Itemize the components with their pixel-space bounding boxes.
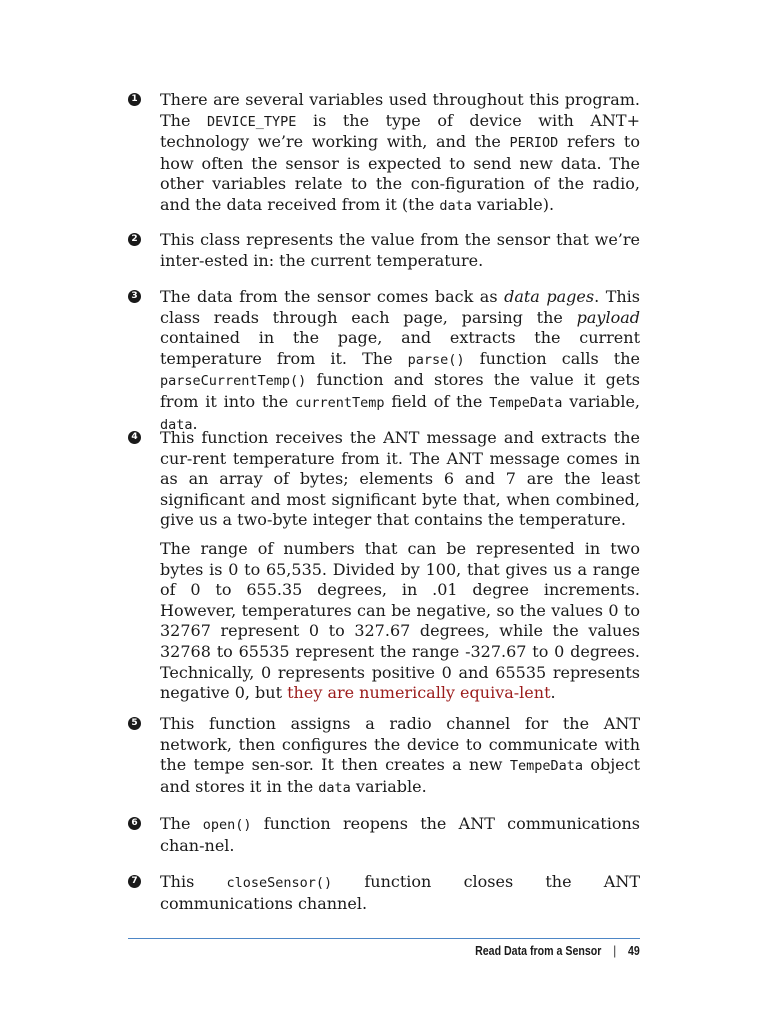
text-run: The bbox=[160, 814, 203, 833]
text-run: function and stores the value it gets from it into the bbox=[160, 370, 640, 411]
callout-paragraph bbox=[160, 814, 640, 856]
callout-6 bbox=[128, 814, 640, 856]
text-run: This function receives the ANT message and extracts the cur-rent temperature from it. The ANT message comes in as an array of bytes; elements 6 and 7 are the least significant and most significant byte that, when combined, give us a two-byte integer that contains the temperature. bbox=[160, 428, 640, 530]
inline-code: data bbox=[439, 197, 472, 214]
inline-code: DEVICE_TYPE bbox=[207, 113, 297, 130]
emphasis-text: payload bbox=[576, 307, 640, 327]
text-run: This class represents the value from the sensor that we’re inter-ested in: the current temperature. bbox=[160, 230, 640, 270]
callout-4 bbox=[128, 428, 640, 704]
text-run: is the type of device with ANT+ technology we’re working with, and the bbox=[160, 110, 641, 152]
callout-2 bbox=[128, 230, 640, 271]
callout-1 bbox=[128, 90, 640, 217]
text-run: variable. bbox=[350, 776, 427, 796]
inline-code: TempeData bbox=[489, 394, 563, 411]
callout-number-badge: 4 bbox=[128, 431, 141, 444]
text-run: There are several variables used throughout this program. The bbox=[160, 90, 640, 130]
callout-text bbox=[160, 230, 640, 271]
text-run: object and stores it in the bbox=[160, 755, 641, 796]
callout-number-badge: 5 bbox=[128, 717, 141, 730]
callout-7 bbox=[128, 872, 640, 914]
callout-number-badge: 6 bbox=[128, 817, 141, 830]
inline-code: open() bbox=[202, 817, 252, 833]
callout-paragraph bbox=[160, 539, 640, 704]
text-run: . bbox=[192, 413, 198, 433]
callout-text bbox=[160, 714, 640, 798]
text-run: variable, bbox=[562, 391, 641, 411]
callout-text bbox=[160, 428, 640, 704]
text-run: This bbox=[160, 872, 227, 891]
text-run: The range of numbers that can be represented in two bytes is 0 to 65,535. Divided by 100, that gives us a range of 0 to 655.35 degrees, in .01 degree increments. However, temperatures can be negative, so the values 0 to 32767 represent 0 to 327.67 degrees, while the values 32768 to 65535 represent the range -327.67 to 0 degrees. Technically, 0 represents positive 0 and 65535 represents negative 0, but bbox=[160, 538, 640, 703]
inline-code: data bbox=[318, 779, 351, 796]
text-run: function calls the bbox=[464, 348, 640, 368]
text-run: This function assigns a radio channel for the ANT network, then configures the device to communicate with the tempe sen-sor. It then creates a new bbox=[160, 714, 640, 775]
inline-code: data bbox=[160, 416, 193, 433]
callout-text bbox=[160, 814, 640, 856]
callout-number-badge: 1 bbox=[128, 93, 141, 106]
inline-code: PERIOD bbox=[509, 135, 559, 152]
callout-paragraph bbox=[160, 714, 640, 798]
text-run: The data from the sensor comes back as bbox=[160, 287, 505, 306]
text-run: . This class reads through each page, parsing the bbox=[160, 287, 640, 327]
inline-code: currentTemp bbox=[295, 394, 385, 411]
callout-paragraph bbox=[160, 287, 640, 435]
page-number: 49 bbox=[628, 944, 640, 958]
callout-paragraph bbox=[160, 872, 640, 914]
text-run: . bbox=[550, 683, 556, 703]
text-run: contained in the page, and extracts the current temperature from it. The bbox=[160, 328, 640, 368]
callout-number-badge: 3 bbox=[128, 290, 141, 303]
callout-text bbox=[160, 90, 640, 217]
callout-5 bbox=[128, 714, 640, 798]
page-footer bbox=[475, 942, 640, 960]
callout-text bbox=[160, 872, 640, 914]
text-run: function reopens the ANT communications chan-nel. bbox=[160, 814, 641, 855]
inline-code: closeSensor() bbox=[226, 875, 333, 891]
callout-text bbox=[160, 287, 640, 435]
callout-paragraph bbox=[160, 90, 640, 217]
footer-separator: | bbox=[613, 944, 617, 958]
callout-number-badge: 2 bbox=[128, 233, 141, 246]
footer-section-title: Read Data from a Sensor bbox=[475, 944, 602, 958]
cross-reference-link[interactable]: they are numerically equiva-lent bbox=[287, 683, 551, 703]
text-run: variable). bbox=[471, 194, 555, 214]
inline-code: parseCurrentTemp() bbox=[160, 373, 307, 390]
inline-code: TempeData bbox=[509, 758, 583, 775]
footer-divider bbox=[128, 938, 640, 939]
callout-number-badge: 7 bbox=[128, 875, 141, 888]
callout-paragraph bbox=[160, 230, 640, 271]
text-run: field of the bbox=[384, 391, 490, 411]
emphasis-text: data pages bbox=[504, 287, 595, 306]
text-run: function closes the ANT communications channel. bbox=[160, 872, 641, 913]
text-run: refers to how often the sensor is expected to send new data. The other variables relate to the con-figuration of the radio, and the data received from it (the bbox=[160, 132, 640, 214]
callout-paragraph bbox=[160, 428, 640, 531]
inline-code: parse() bbox=[407, 351, 465, 368]
callout-3 bbox=[128, 287, 640, 435]
